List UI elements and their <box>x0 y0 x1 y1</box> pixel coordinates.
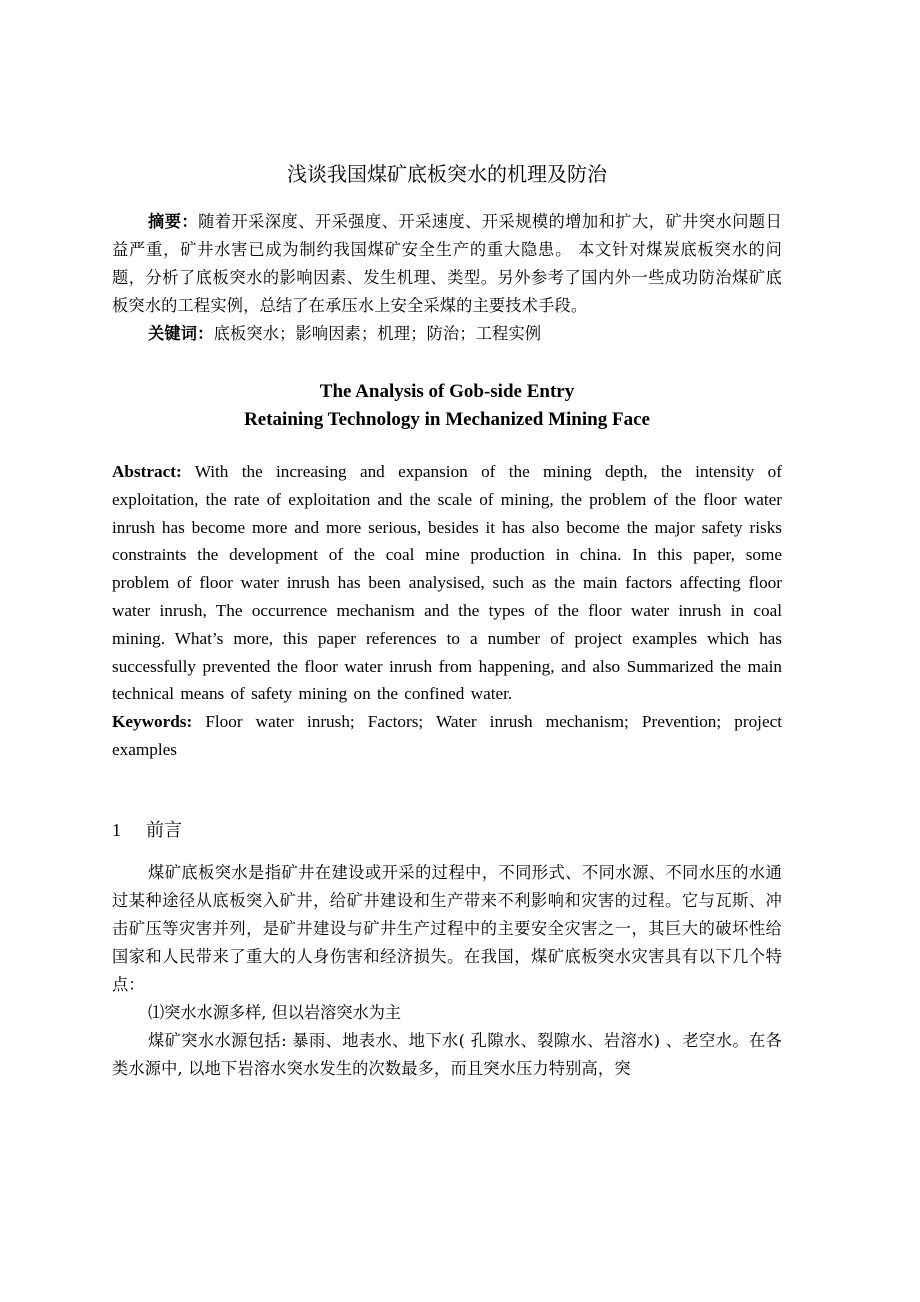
chinese-abstract <box>112 208 782 320</box>
english-keywords-text: Floor water inrush; Factors; Water inrush mechanism; Prevention; project examples <box>112 712 782 759</box>
english-title <box>112 378 782 434</box>
section-1-heading <box>112 816 782 845</box>
english-title-line1: The Analysis of Gob-side Entry <box>319 381 575 402</box>
chinese-title: 浅谈我国煤矿底板突水的机理及防治 <box>287 162 607 186</box>
section-1-paragraph-1: 煤矿底板突水是指矿井在建设或开采的过程中，不同形式、不同水源、不同水压的水通过某种途径从底板突入矿井，给矿井建设和生产带来不利影响和灾害的过程。它与瓦斯、冲击矿压等灾害并列，是矿井建设与矿井生产过程中的主要安全灾害之一，其巨大的破坏性给国家和人民带来了重大的人身伤害和经济损失。在我国，煤矿底板突水灾害具有以下几个特点： <box>112 862 782 994</box>
section-1-number: 1 <box>112 819 121 840</box>
english-abstract-label: Abstract: <box>112 462 182 481</box>
section-1-item-1: ⑴突水水源多样, 但以岩溶突水为主 <box>148 1002 402 1022</box>
english-keywords-label: Keywords: <box>112 712 193 732</box>
chinese-keywords <box>112 320 782 348</box>
document-page <box>112 160 782 1083</box>
english-title-line2: Retaining Technology in Mechanized Mining Face <box>244 409 650 430</box>
english-abstract-text: With the increasing and expansion of the mining depth, the intensity of exploitation, the rate of exploitation and the scale of mining, the problem of the floor water inrush has become more and more serious, besides it has also become the major safety risks constraints the development of the coal mine production in china. In this paper, some problem of floor water inrush has been analysised, such as the main factors affecting floor water inrush, The occurrence mechanism and the types of the floor water inrush in coal mining. What’s more, this paper references to a number of project examples which has successfully prevented the floor water inrush from happening, and also Summarized the main technical means of safety mining on the confined water. <box>112 462 782 704</box>
chinese-abstract-text: 随着开采深度、开采强度、开采速度、开采规模的增加和扩大，矿井突水问题日益严重，矿井水害已成为制约我国煤矿安全生产的重大隐患。 本文针对煤炭底板突水的问题，分析了底板突水的影响因素、发生机理、类型。另外参考了国内外一些成功防治煤矿底板突水的工程实例，总结了在承压水上安全采煤的主要技术手段。 <box>112 212 782 315</box>
english-abstract <box>112 458 782 708</box>
chinese-keywords-text: 底板突水；影响因素；机理；防治；工程实例 <box>213 324 542 343</box>
section-1-title: 前言 <box>146 819 182 841</box>
chinese-abstract-label: 摘要： <box>148 212 199 231</box>
section-1-paragraph-2: 煤矿突水水源包括: 暴雨、地表水、地下水( 孔隙水、裂隙水、岩溶水) 、老空水。在各类水源中, 以地下岩溶水突水发生的次数最多，而且突水压力特别高，突 <box>112 1030 782 1078</box>
chinese-keywords-label: 关键词： <box>148 324 214 343</box>
english-keywords <box>112 708 782 764</box>
